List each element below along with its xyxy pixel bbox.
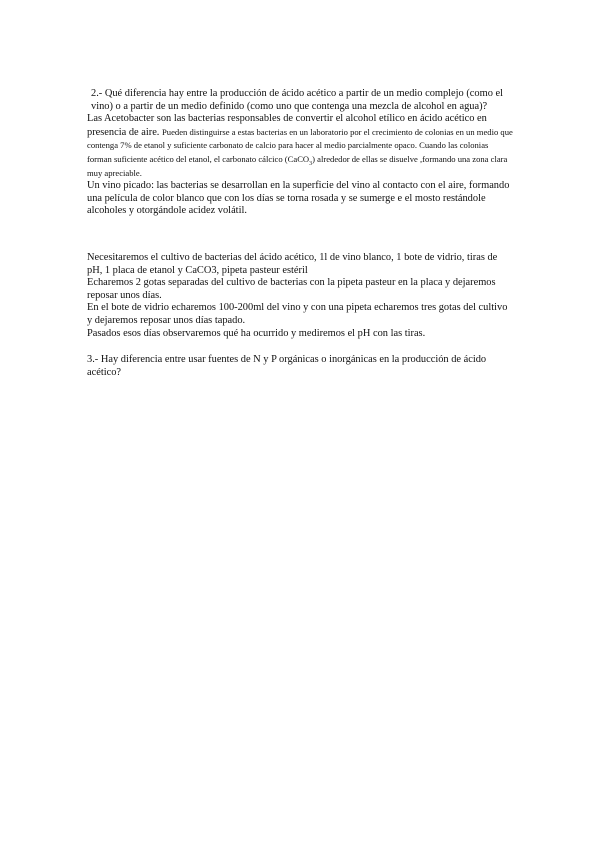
step-1-text: Echaremos 2 gotas separadas del cultivo de bacterias con la pipeta pasteur en la placa y dejaremos reposar unos días. bbox=[87, 277, 496, 301]
answer-intro-text: Las Acetobacter son las bacterias responsables de convertir el alcohol etílico en ácido acético en presencia de aire. bbox=[87, 113, 487, 138]
answer-intro bbox=[87, 113, 515, 180]
step-3-text: Pasados esos días observaremos qué ha ocurrido y mediremos el pH con las tiras. bbox=[87, 327, 426, 339]
question-2-section bbox=[87, 88, 515, 218]
procedure-section bbox=[87, 252, 515, 340]
question-2-text: 2.- Qué diferencia hay entre la producción de ácido acético a partir de un medio complejo (como el vino) o a partir de un medio definido (como uno que contenga una mezcla de alcohol en agua)? bbox=[91, 88, 503, 112]
materials-text: Necesitaremos el cultivo de bacterias del ácido acético, 1l de vino blanco, 1 bote de vidrio, tiras de pH, 1 placa de etanol y CaCO3, pipeta pasteur estéril bbox=[87, 252, 498, 276]
question-3-text: 3.- Hay diferencia entre usar fuentes de N y P orgánicas o inorgánicas en la producción de ácido acético? bbox=[87, 354, 487, 378]
step-2-text: En el bote de vidrio echaremos 100-200ml del vino y con una pipeta echaremos tres gotas del cultivo y dejaremos reposar unos días tapado. bbox=[87, 302, 508, 326]
answer-wine: Un vino picado: las bacterias se desarrollan en la superficie del vino al contacto con el aire, formando una película de color blanco que con los días se torna rosada y se sumerge e el mosto restándole alcoholes y otorgándole acidez volátil. bbox=[87, 180, 510, 217]
answer-detail-a: Pueden distinguirse a estas bacterias en un laboratorio por el crecimiento de colonias en un medio que contenga 7% de etanol y suficiente carbonato de calcio para hacer al medio parcialmente opaco. Cuando las colonias forman suficiente acético del etanol, el carbonato cálcico (CaCO bbox=[87, 126, 513, 164]
question-3-section bbox=[87, 354, 515, 379]
answer-detail-b: ) alrededor de ellas se disuelve ,formando una zona clara muy apreciable. bbox=[87, 153, 508, 178]
subscript-3: 3 bbox=[309, 161, 313, 168]
